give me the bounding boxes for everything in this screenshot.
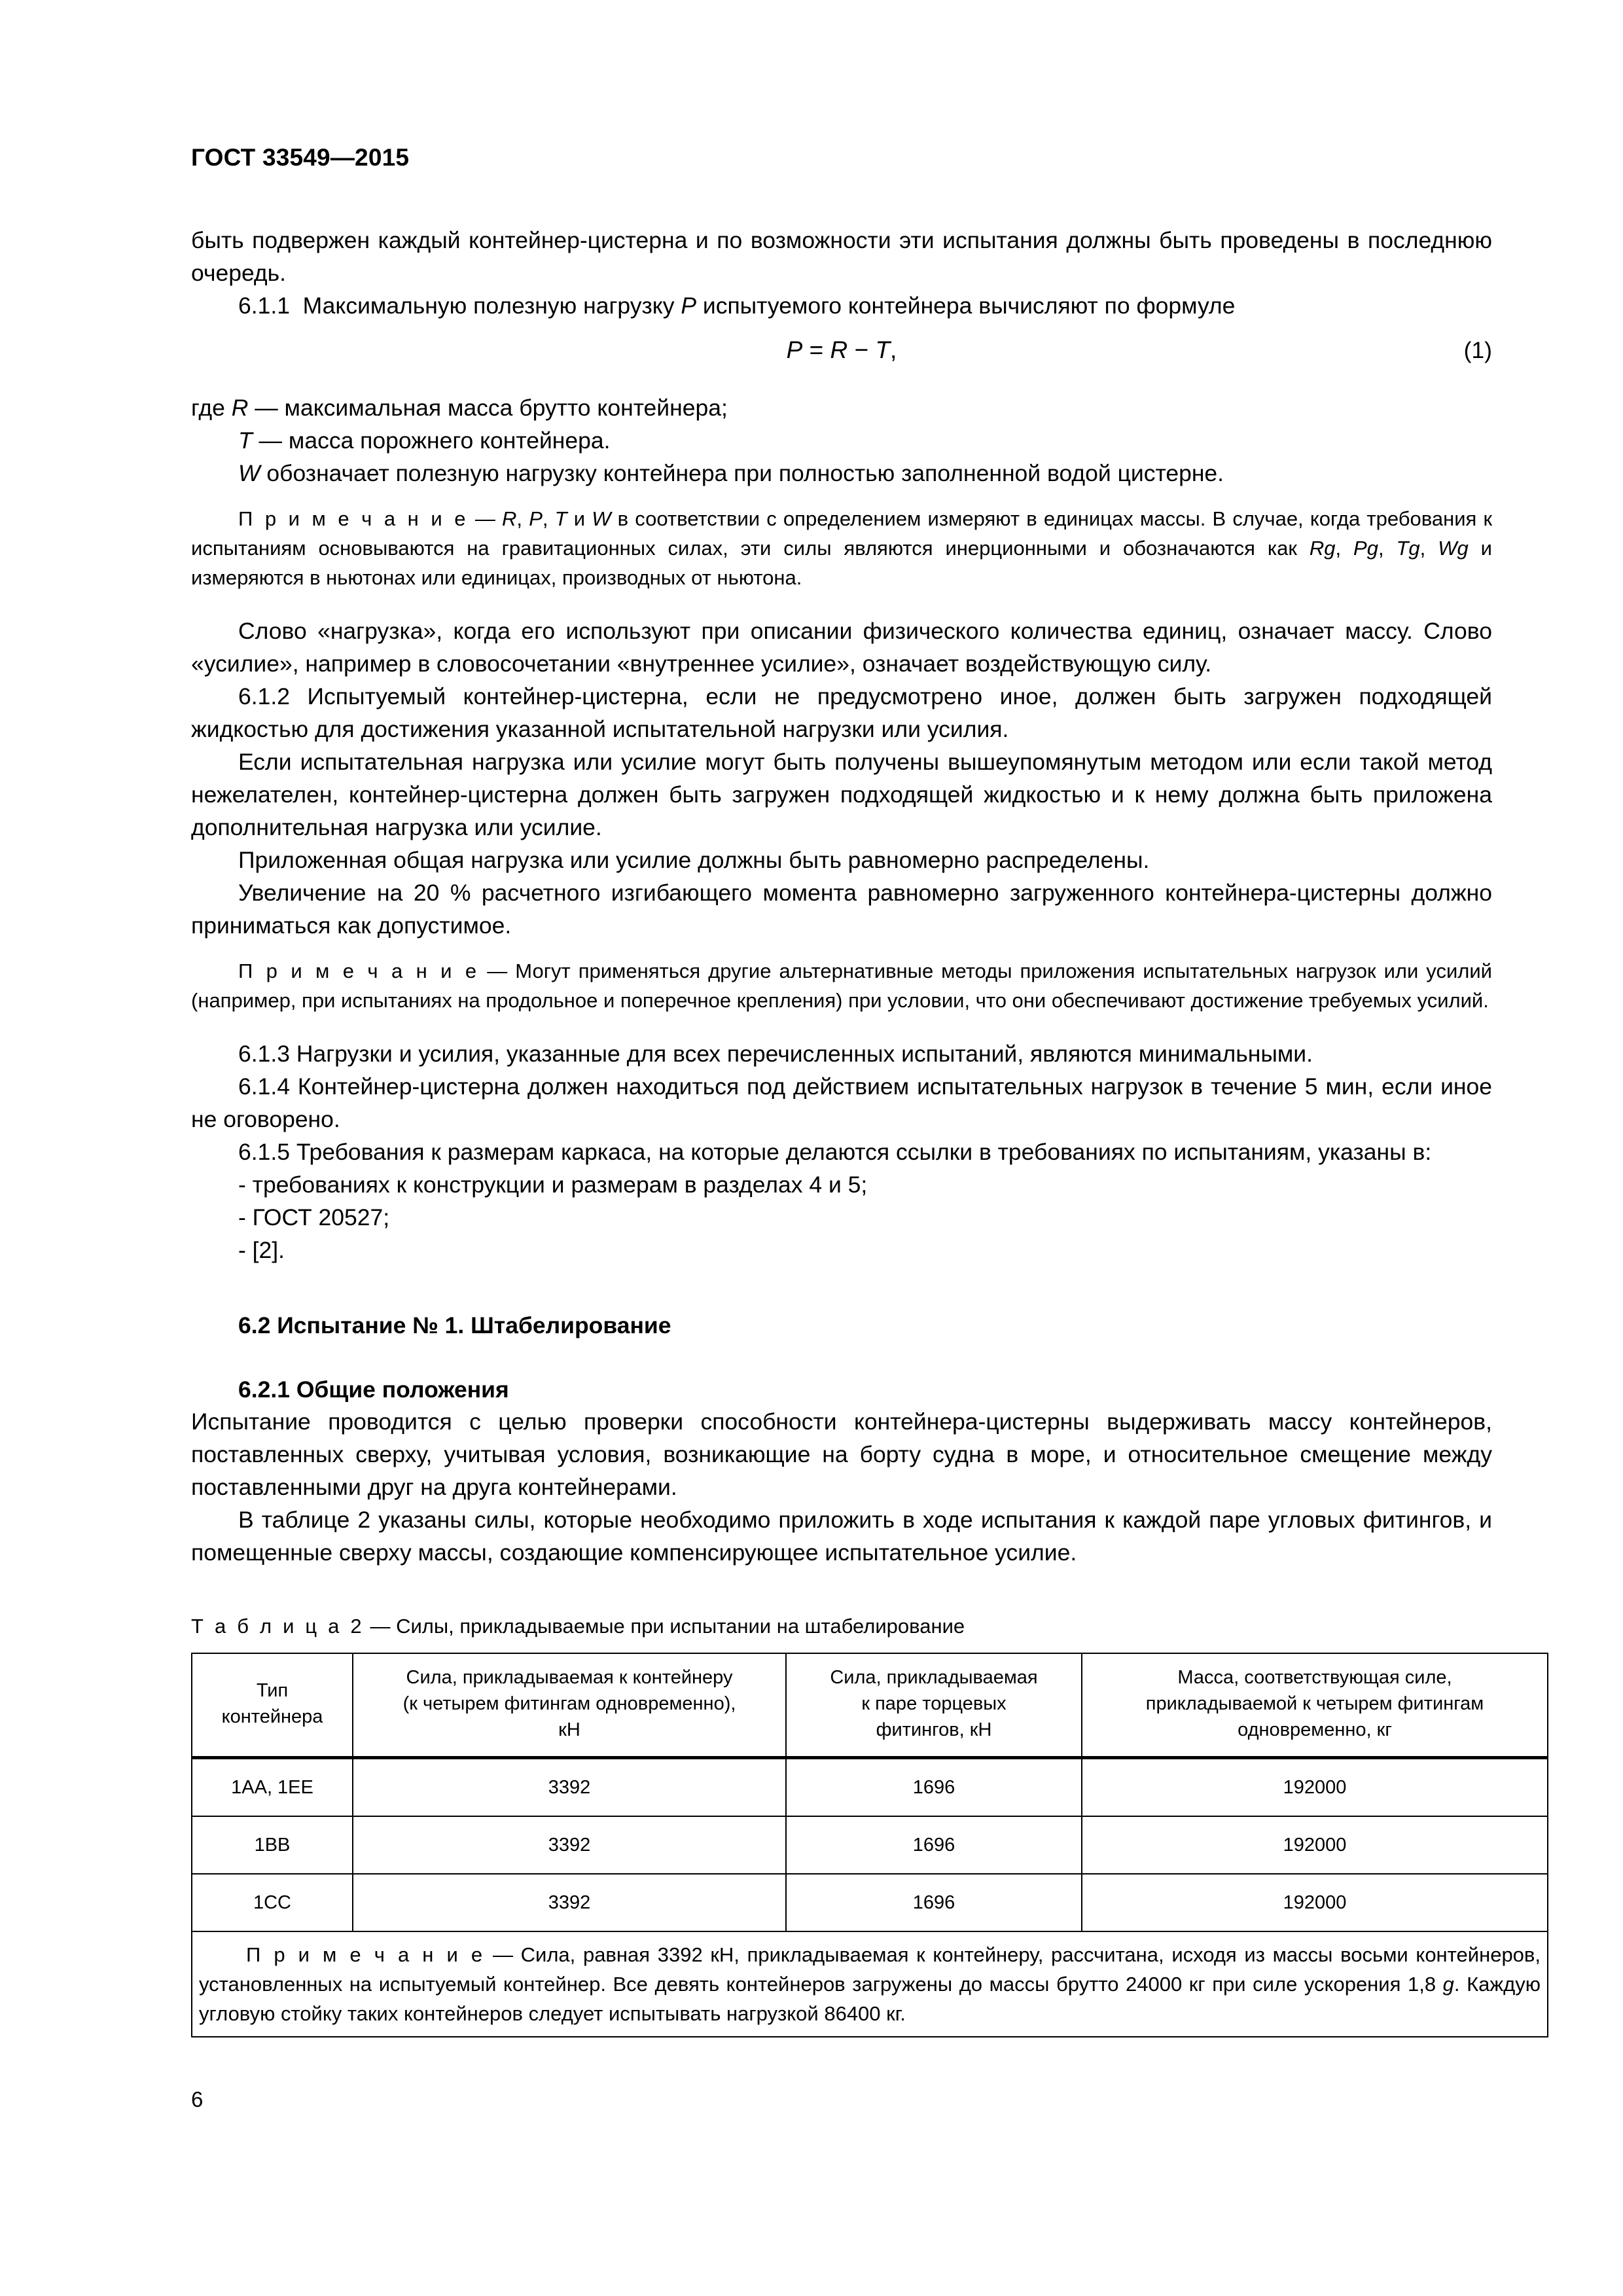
paragraph-slovo: Слово «нагрузка», когда его используют при описании физического количества единиц, означает массу. Слово «усилие», например в словосочетании «внутреннее усилие», означает воздействующую силу. bbox=[191, 618, 1492, 677]
table-row bbox=[192, 1816, 1548, 1874]
table-footnote-row bbox=[192, 1931, 1548, 2037]
table-2-caption-text: — Силы, прикладываемые при испытании на штабелирование bbox=[364, 1615, 965, 1638]
note-2-label: П р и м е ч а н и е bbox=[238, 960, 480, 982]
note-2 bbox=[191, 956, 1492, 1015]
where-w: W обозначает полезную нагрузку контейнера при полностью заполненной водой цистерне. bbox=[238, 460, 1224, 486]
table-2 bbox=[191, 1653, 1548, 2037]
table-header-cell-force-four bbox=[353, 1653, 786, 1758]
cell-force-pair: 1696 bbox=[786, 1758, 1082, 1817]
formula-row bbox=[191, 334, 1492, 389]
cell-mass: 192000 bbox=[1082, 1816, 1548, 1874]
table-header-cell-type bbox=[192, 1653, 353, 1758]
cell-force-pair: 1696 bbox=[786, 1874, 1082, 1931]
table-2-footnote-label: П р и м е ч а н и е bbox=[246, 1943, 486, 1966]
heading-6-2-1: 6.2.1 Общие положения bbox=[238, 1376, 509, 1403]
paragraph-uvelichenie: Увеличение на 20 % расчетного изгибающего момента равномерно загруженного контейнера-цистерны должно приниматься как допустимое. bbox=[191, 880, 1492, 939]
header-line: (к четырем фитингам одновременно), bbox=[402, 1693, 736, 1714]
header-line: Сила, прикладываемая к контейнеру bbox=[406, 1667, 733, 1688]
list-item-2: - ГОСТ 20527; bbox=[238, 1204, 390, 1230]
note-2-text: — Могут применяться другие альтернативные методы приложения испытательных нагрузок или усилий (например, при испытаниях на продольное и поперечное крепления) при условии, что они обеспечивают достижение требуемых усилий. bbox=[191, 960, 1493, 1012]
header-line: одновременно, кг bbox=[1238, 1719, 1392, 1740]
formula-1: P = R − T, bbox=[786, 336, 897, 363]
table-header-cell-force-pair bbox=[786, 1653, 1082, 1758]
paragraph-6-1-5: 6.1.5 Требования к размерам каркаса, на которые делаются ссылки в требованиях по испытаниям, указаны в: bbox=[238, 1139, 1432, 1165]
header-line: кН bbox=[558, 1719, 580, 1740]
paragraph-esli: Если испытательная нагрузка или усилие могут быть получены вышеупомянутым методом или если такой метод нежелателен, контейнер-цистерна должен быть загружен подходящей жидкостью и к нему должна быть приложена дополнительная нагрузка или усилие. bbox=[191, 749, 1492, 840]
page-content bbox=[191, 144, 1541, 2037]
note-1-label: П р и м е ч а н и е bbox=[238, 507, 469, 530]
table-2-header bbox=[192, 1653, 1548, 1758]
header-line: фитингов, кН bbox=[876, 1719, 992, 1740]
paragraph-6-1-1: 6.1.1 Максимальную полезную нагрузку P испытуемого контейнера вычисляют по формуле bbox=[238, 293, 1236, 319]
paragraph-6-2-1-text: Испытание проводится с целью проверки способности контейнера-цистерны выдерживать массу контейнеров, поставленных сверху, учитывая условия, возникающие на борту судна в море, и относительное смещение между поставленными друг на друга контейнерами. bbox=[191, 1408, 1492, 1500]
header-line: прикладываемой к четырем фитингам bbox=[1145, 1693, 1484, 1714]
table-2-footnote bbox=[192, 1931, 1548, 2037]
note-1: П р и м е ч а н и е — R, P, T и W в соответствии с определением измеряют в единицах массы. В случае, когда требования к испытаниям основываются на гравитационных силах, эти силы являются инерционными и обозначаются как Rg, Pg, Tg, Wg и измеряются в ньютонах или единицах, производных от ньютона. bbox=[191, 507, 1493, 589]
paragraph-table2-intro: В таблице 2 указаны силы, которые необходимо приложить в ходе испытания к каждой паре угловых фитингов, и помещенные сверху массы, создающие компенсирующее испытательное усилие. bbox=[191, 1507, 1492, 1566]
paragraph-6-1-3: 6.1.3 Нагрузки и усилия, указанные для всех перечисленных испытаний, являются минимальными. bbox=[238, 1041, 1313, 1067]
table-2-caption bbox=[191, 1612, 1492, 1641]
list-item-1: - требованиях к конструкции и размерам в разделах 4 и 5; bbox=[238, 1172, 868, 1198]
formula-number: (1) bbox=[1463, 337, 1492, 363]
paragraph-6-1-4: 6.1.4 Контейнер-цистерна должен находиться под действием испытательных нагрузок в течение 5 мин, если иное не оговорено. bbox=[191, 1073, 1492, 1132]
cell-force-four: 3392 bbox=[353, 1816, 786, 1874]
page-number: 6 bbox=[191, 2087, 204, 2111]
table-header-row bbox=[192, 1653, 1548, 1758]
document-header: ГОСТ 33549—2015 bbox=[191, 144, 410, 171]
table-row bbox=[192, 1758, 1548, 1817]
cell-force-pair: 1696 bbox=[786, 1816, 1082, 1874]
cell-mass: 192000 bbox=[1082, 1758, 1548, 1817]
cell-mass: 192000 bbox=[1082, 1874, 1548, 1931]
cell-force-four: 3392 bbox=[353, 1874, 786, 1931]
table-2-footnote-paragraph: П р и м е ч а н и е — Сила, равная 3392 кН, прикладываемая к контейнеру, рассчитана, исходя из массы восьми контейнеров, установленных на испытуемый контейнер. Все девять контейнеров загружены до массы брутто 24000 кг при силе ускорения 1,8 g. Каждую угловую стойку таких контейнеров следует испытывать нагрузкой 86400 кг. bbox=[199, 1943, 1541, 2025]
list-item-3: - [2]. bbox=[238, 1237, 285, 1263]
cell-type: 1ВВ bbox=[192, 1816, 353, 1874]
where-r: где R — максимальная масса брутто контейнера; bbox=[191, 395, 728, 421]
paragraph-6-1-2: 6.1.2 Испытуемый контейнер-цистерна, если не предусмотрено иное, должен быть загружен подходящей жидкостью для достижения указанной испытательной нагрузки или усилия. bbox=[191, 683, 1492, 742]
header-line: Тип bbox=[256, 1680, 289, 1701]
header-line: контейнера bbox=[221, 1706, 323, 1727]
where-t: T — масса порожнего контейнера. bbox=[238, 427, 611, 454]
header-line: к паре торцевых bbox=[861, 1693, 1007, 1714]
table-header-cell-mass bbox=[1082, 1653, 1548, 1758]
table-row bbox=[192, 1874, 1548, 1931]
cell-force-four: 3392 bbox=[353, 1758, 786, 1817]
heading-6-2: 6.2 Испытание № 1. Штабелирование bbox=[238, 1312, 671, 1338]
cell-type: 1СС bbox=[192, 1874, 353, 1931]
table-2-body bbox=[192, 1758, 1548, 2037]
header-line: Масса, соответствующая силе, bbox=[1177, 1667, 1452, 1688]
paragraph-prilozhennaya: Приложенная общая нагрузка или усилие должны быть равномерно распределены. bbox=[238, 847, 1150, 873]
header-line: Сила, прикладываемая bbox=[830, 1667, 1038, 1688]
table-2-caption-label: Т а б л и ц а 2 bbox=[191, 1615, 365, 1638]
paragraph-intro: быть подвержен каждый контейнер-цистерна и по возможности эти испытания должны быть проведены в последнюю очередь. bbox=[191, 227, 1492, 286]
cell-type: 1АА, 1ЕЕ bbox=[192, 1758, 353, 1817]
